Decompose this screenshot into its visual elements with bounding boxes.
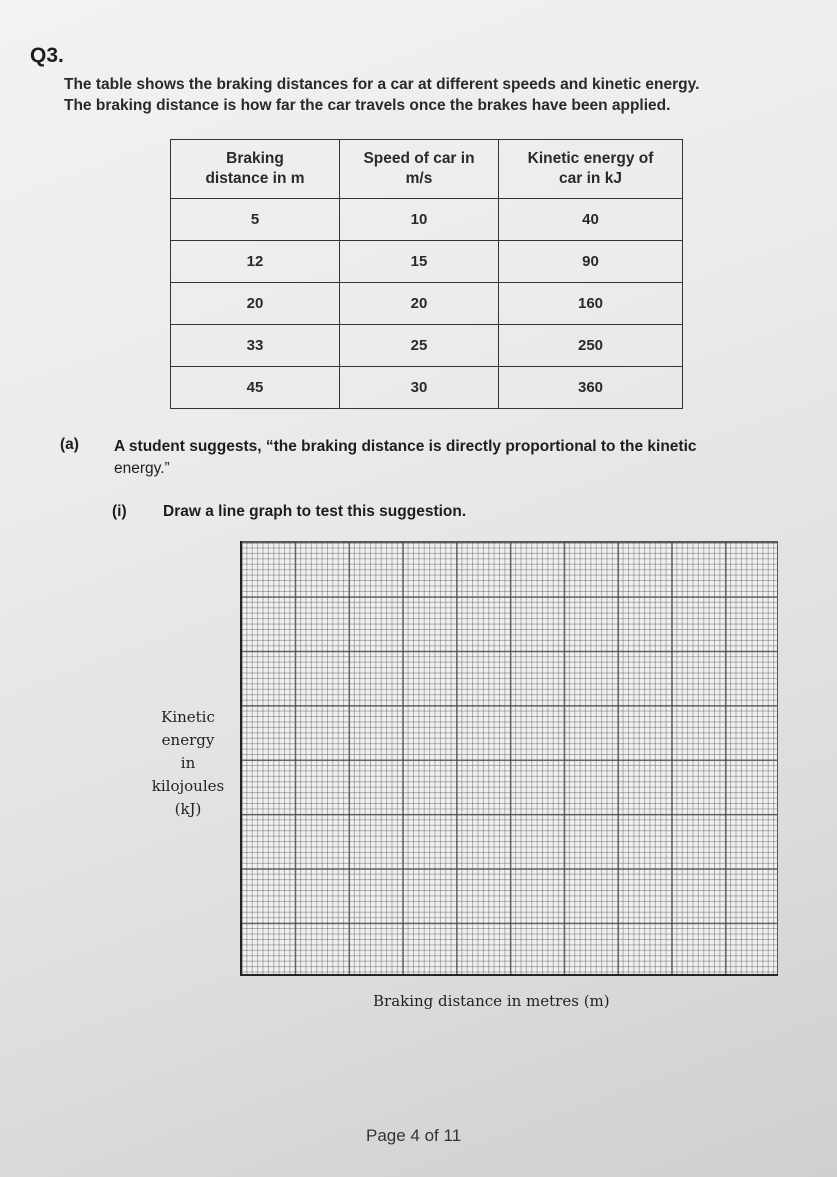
cell-speed: 25 <box>340 325 499 367</box>
header-speed-line-1: Speed of car in <box>363 150 475 167</box>
table-row <box>171 325 683 367</box>
cell-kinetic-energy: 160 <box>499 283 683 325</box>
table-row <box>171 367 683 409</box>
table-row <box>171 283 683 325</box>
x-axis-label: Braking distance in metres (m) <box>373 992 610 1010</box>
cell-speed: 30 <box>340 367 499 409</box>
y-axis-label-line-4: kilojoules <box>151 777 225 795</box>
part-i-text: Draw a line graph to test this suggestion. <box>163 503 467 520</box>
cell-braking-distance: 45 <box>171 367 340 409</box>
header-speed <box>340 140 499 199</box>
cell-braking-distance: 12 <box>171 241 340 283</box>
header-braking-distance-line-1: Braking <box>226 150 284 167</box>
x-axis-line <box>240 974 778 976</box>
y-axis-label-line-2: energy <box>161 731 215 749</box>
intro-text-line-2: The braking distance is how far the car travels once the brakes have been applied. <box>64 97 671 114</box>
part-a-text-line-2: energy.” <box>114 460 170 477</box>
braking-data-table <box>170 139 683 409</box>
cell-kinetic-energy: 250 <box>499 325 683 367</box>
intro-text-line-1: The table shows the braking distances for a car at different speeds and kinetic energy. <box>64 76 700 93</box>
cell-braking-distance: 5 <box>171 199 340 241</box>
cell-kinetic-energy: 360 <box>499 367 683 409</box>
y-axis-label <box>130 706 246 821</box>
header-speed-line-2: m/s <box>405 170 433 187</box>
cell-braking-distance: 33 <box>171 325 340 367</box>
y-axis-label-line-5: (kJ) <box>174 800 202 818</box>
question-number: Q3. <box>30 44 64 67</box>
table-header-row <box>171 140 683 199</box>
header-kinetic-energy <box>499 140 683 199</box>
part-a-text-line-1: A student suggests, “the braking distance is directly proportional to the kinetic <box>114 438 697 455</box>
part-a-text <box>114 436 804 480</box>
cell-kinetic-energy: 40 <box>499 199 683 241</box>
table-row <box>171 199 683 241</box>
graph-paper-grid[interactable] <box>240 541 778 976</box>
y-axis-label-line-3: in <box>180 754 196 772</box>
cell-speed: 15 <box>340 241 499 283</box>
cell-kinetic-energy: 90 <box>499 241 683 283</box>
cell-speed: 10 <box>340 199 499 241</box>
header-braking-distance <box>171 140 340 199</box>
y-axis-label-line-1: Kinetic <box>161 708 215 726</box>
header-kinetic-energy-line-1: Kinetic energy of <box>527 150 654 167</box>
page-number: Page 4 of 11 <box>366 1126 462 1145</box>
part-i-label: (i) <box>112 503 127 520</box>
header-braking-distance-line-2: distance in m <box>205 170 305 187</box>
table-row <box>171 241 683 283</box>
header-kinetic-energy-line-2: car in kJ <box>559 170 622 187</box>
cell-speed: 20 <box>340 283 499 325</box>
cell-braking-distance: 20 <box>171 283 340 325</box>
part-a-label: (a) <box>60 436 79 453</box>
